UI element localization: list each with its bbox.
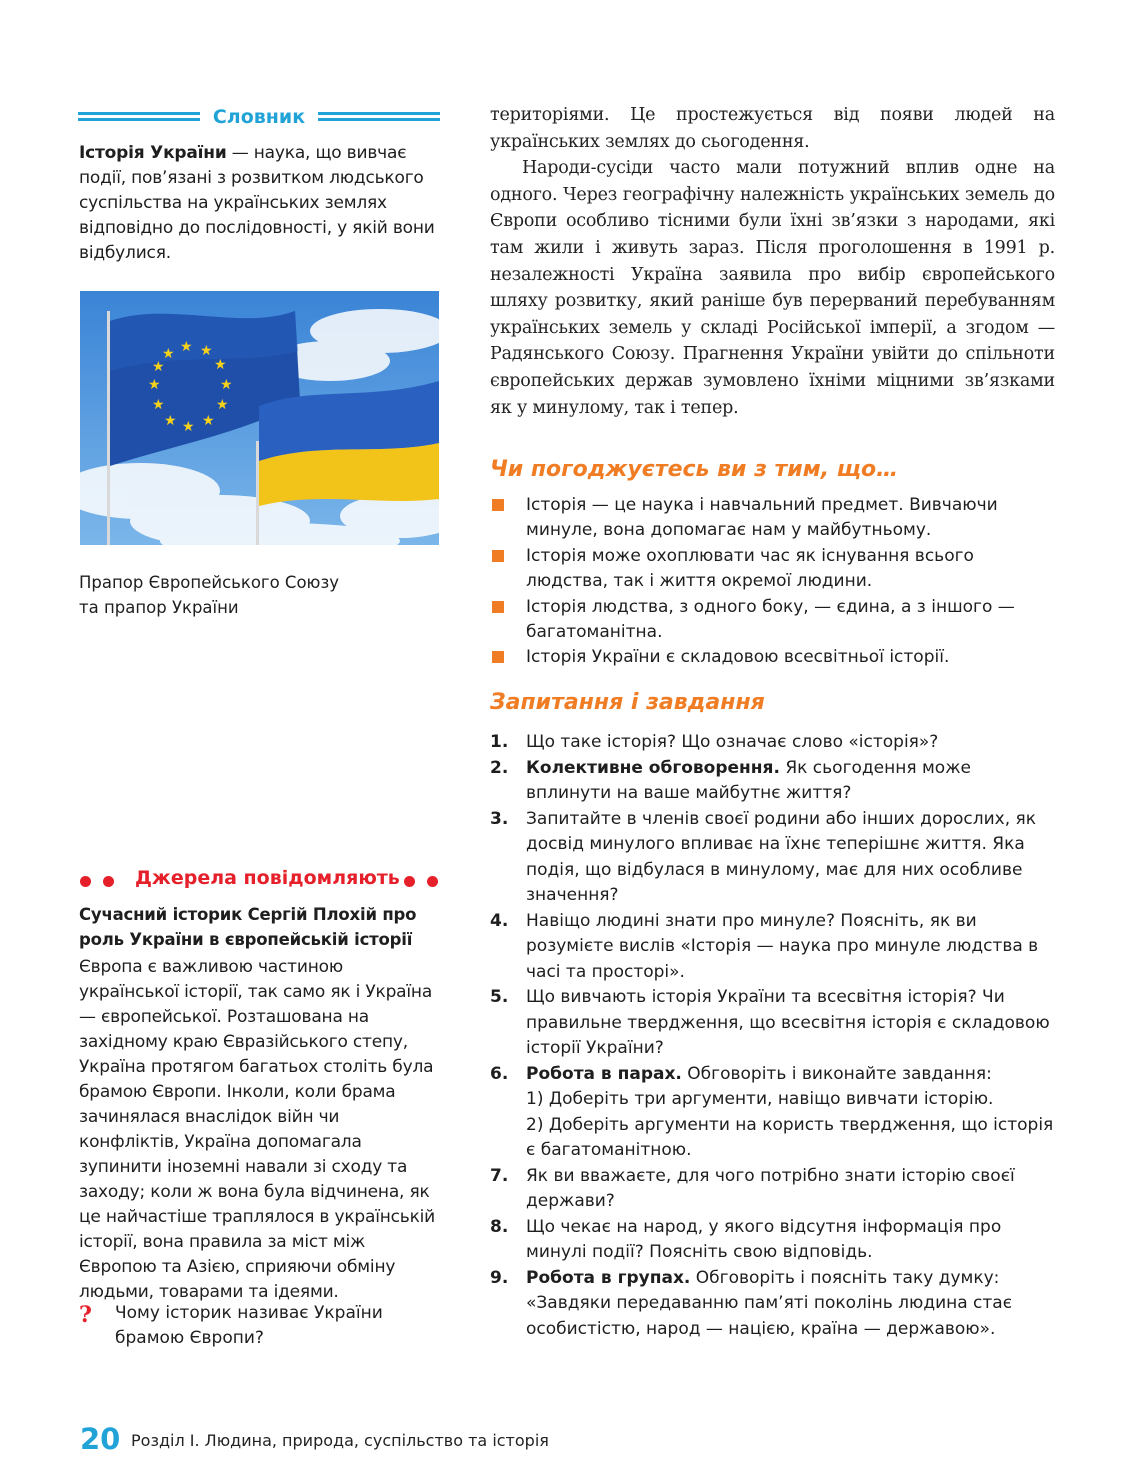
svg-text:★: ★ — [202, 413, 215, 429]
figure-caption-line-1: Прапор Європейського Союзу — [79, 573, 339, 592]
sources-question: Чому історик називає України брамою Європи? — [115, 1303, 383, 1348]
figure-caption-line-2: та прапор України — [79, 598, 239, 617]
task-item: 2. Колективне обговорення. Як сьогодення може вплинути на ваше майбутнє життя? — [490, 757, 971, 803]
vocabulary-title: Словник — [212, 106, 306, 128]
question-icon: ? — [79, 1302, 92, 1328]
sources-subtitle: Сучасний історик Сергій Плохій про роль України в європейській історії — [79, 905, 417, 949]
svg-text:★: ★ — [164, 413, 177, 429]
vocabulary-header — [78, 104, 440, 132]
vocabulary-definition-text: — наука, що вивчає події, пов’язані з розвитком людського суспільства на українських землях відповідно до послідовності, у якій вони відбулися. — [79, 143, 435, 263]
decorative-dots-left — [80, 872, 126, 891]
header-rule-right — [318, 112, 440, 124]
task-item: 1. Що таке історія? Що означає слово «історія»? — [490, 732, 939, 752]
list-item: Історія України є складовою всесвітньої історії. — [490, 645, 1055, 670]
vocabulary-definition — [79, 141, 439, 266]
task-subitem: 1) Доберіть три аргументи, навіщо вивчати історію. — [526, 1089, 994, 1109]
task-item: 9. Робота в групах. Обговоріть і поясніть таку думку: «Завдяки передаванню пам’яті поколінь людина стає особистістю, народ — нацією, країна — державою». — [490, 1267, 1013, 1339]
flags-illustration — [80, 291, 439, 545]
task-item: 4. Навіщо людині знати про минуле? Поясніть, як ви розумієте вислів «Історія — наука про минуле людства в часі та просторі». — [490, 910, 1039, 982]
task-item: 5. Що вивчають історія України та всесвітня історія? Чи правильне твердження, що всесвітня історія є складовою історії України? — [490, 987, 1050, 1058]
tasks-list — [490, 730, 1055, 1342]
bullet-square-icon — [492, 601, 504, 613]
task-subitem: 2) Доберіть аргументи на користь твердження, що історія є багатоманітною. — [526, 1114, 1054, 1160]
svg-text:★: ★ — [216, 397, 229, 413]
list-item: Історія людства, з одного боку, — єдина, а з іншого — багатоманітна. — [490, 595, 1055, 646]
page-number: 20 — [80, 1422, 121, 1456]
svg-text:★: ★ — [182, 419, 195, 435]
task-item: 6. Робота в парах. Обговоріть і виконайте завдання: 1) Доберіть три аргументи, навіщо вивчати історію. 2) Доберіть аргументи на користь твердження, що історія є багатоманітною. — [490, 1062, 1055, 1164]
svg-text:★: ★ — [200, 343, 213, 359]
figure-caption — [79, 570, 439, 620]
agree-list — [490, 493, 1055, 671]
bullet-square-icon — [492, 550, 504, 562]
main-paragraph-1: територіями. Це простежується від появи людей на українських землях до сьогодення. — [490, 105, 1055, 152]
list-item: Історія може охоплювати час як існування всього людства, так і життя окремої людини. — [490, 544, 1055, 595]
decorative-dots-right — [404, 872, 450, 891]
svg-text:★: ★ — [148, 377, 161, 393]
svg-text:★: ★ — [152, 359, 165, 375]
agree-title: Чи погоджуєтесь ви з тим, що… — [490, 457, 899, 482]
main-paragraph-2: Народи-сусіди часто мали потужний вплив одне на одного. Через географічну належність українських земель до Європи особливо тісними були їхні зв’язки з народами, які там жили і живуть зараз. Після проголошення в 1991 р. незалежності Україна заявила про вибір європейського шляху розвитку, який раніше був перерваний перебуванням українських земель у складі Російської імперії, а згодом — Радянського Союзу. Прагнення України увійти до спільноти європейських держав зумовлено їхніми міцними зв’язками як у минулому, так і тепер. — [490, 158, 1055, 418]
flags-photo — [80, 291, 439, 545]
bullet-square-icon — [492, 499, 504, 511]
task-item: 7. Як ви вважаєте, для чого потрібно знати історію своєї держави? — [490, 1165, 1015, 1211]
task-item: 8. Що чекає на народ, у якого відсутня інформація про минулі події? Поясніть свою відповідь. — [490, 1216, 1002, 1262]
task-item: 3. Запитайте в членів своєї родини або інших дорослих, як досвід минулого впливає на їхнє теперішнє життя. Яка подія, що відбулася в минулому, має для них особливе значення? — [490, 808, 1037, 905]
sources-header — [78, 863, 440, 893]
running-footer: Розділ І. Людина, природа, суспільство та історія — [131, 1431, 549, 1450]
svg-text:★: ★ — [152, 397, 165, 413]
main-text — [490, 102, 1055, 421]
svg-text:★: ★ — [180, 339, 193, 355]
bullet-square-icon — [492, 651, 504, 663]
list-item: Історія — це наука і навчальний предмет. Вивчаючи минуле, вона допомагає нам у майбутньому. — [490, 493, 1055, 544]
svg-text:★: ★ — [220, 377, 233, 393]
vocabulary-term: Історія України — [79, 143, 227, 163]
sources-title: Джерела повідомляють — [135, 867, 400, 889]
tasks-title: Запитання і завдання — [490, 690, 765, 715]
svg-text:★: ★ — [162, 346, 175, 362]
svg-text:★: ★ — [214, 357, 227, 373]
sources-quote: Європа є важливою частиною української історії, так само як і Україна — європейської. Розташована на західному краю Євразійського степу, Україна протягом багатьох століть була брамою Європи. Інколи, коли брама зачинялася внаслідок війн чи конфліктів, Україна допомагала зупинити іноземні навали зі сходу та заходу; коли ж вона була відчинена, як це найчастіше траплялося в українській історії, вона правила за міст між Європою та Азією, сприяючи обміну людьми, товарами та ідеями. — [79, 957, 436, 1302]
header-rule-left — [78, 112, 200, 124]
